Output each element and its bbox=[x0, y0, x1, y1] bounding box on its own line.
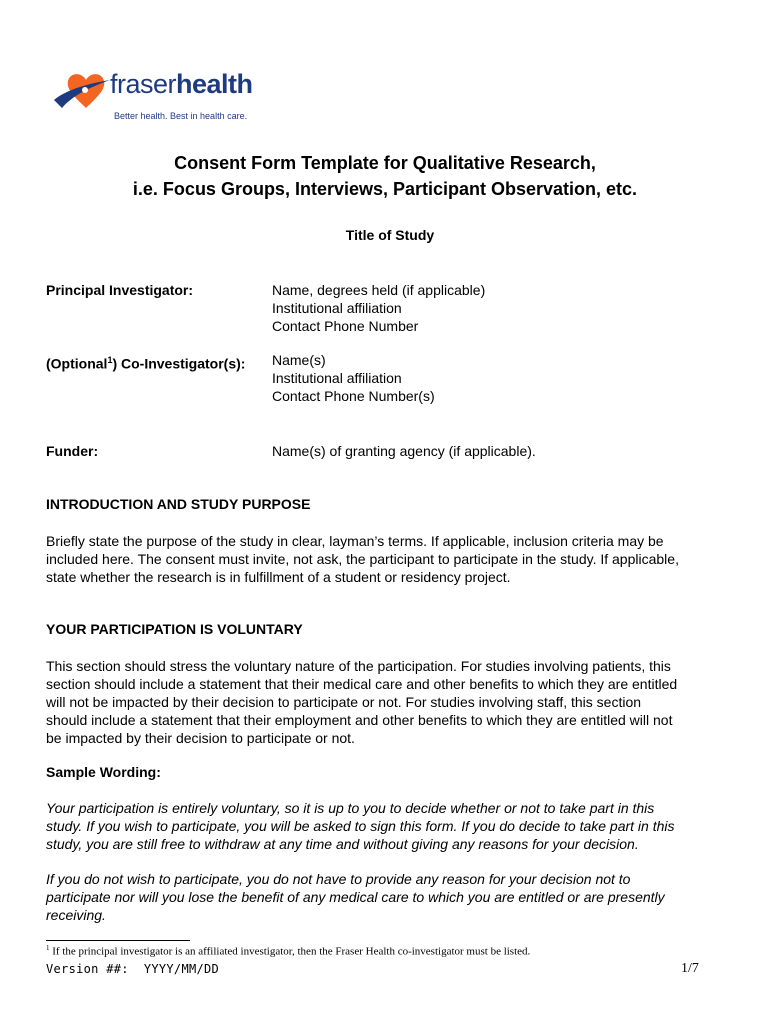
coi-names: Name(s) bbox=[272, 352, 326, 368]
voluntary-line: be impacted by their decision to participate or not. bbox=[46, 730, 355, 746]
pi-affiliation: Institutional affiliation bbox=[272, 300, 402, 316]
voluntary-line: will not be impacted by their decision to participate or not. For studies involving staff, this section bbox=[46, 694, 642, 710]
coi-affiliation: Institutional affiliation bbox=[272, 370, 402, 386]
voluntary-line: This section should stress the voluntary nature of the participation. For studies involving patients, this bbox=[46, 658, 671, 674]
pi-name: Name, degrees held (if applicable) bbox=[272, 282, 486, 298]
voluntary-heading: YOUR PARTICIPATION IS VOLUNTARY bbox=[46, 621, 303, 637]
intro-line: state whether the research is in fulfillment of a student or residency project. bbox=[46, 569, 511, 585]
intro-paragraph bbox=[46, 532, 736, 586]
sample-line: receiving. bbox=[46, 907, 106, 923]
sample-line: Your participation is entirely voluntary, so it is up to you to decide whether or not to take part in this bbox=[46, 800, 655, 816]
sample-line: participate nor will you lose the benefit of any medical care to which you are entitled or are presently bbox=[46, 889, 665, 905]
pi-label: Principal Investigator: bbox=[46, 282, 194, 298]
document-title-line1: Consent Form Template for Qualitative Research, bbox=[174, 153, 596, 173]
footnote-divider bbox=[46, 940, 190, 941]
sample-line: study. If you wish to participate, you will be asked to sign this form. If you do decide to take part in this bbox=[46, 818, 675, 834]
heart-swoosh-icon bbox=[52, 70, 112, 114]
funder-label: Funder: bbox=[46, 443, 99, 459]
sample-line: If you do not wish to participate, you do not have to provide any reason for your decision not to bbox=[46, 871, 631, 887]
coi-details bbox=[272, 351, 435, 405]
funder-value: Name(s) of granting agency (if applicable). bbox=[272, 443, 536, 459]
document-title-line2: i.e. Focus Groups, Interviews, Participant Observation, etc. bbox=[132, 179, 638, 199]
coi-phone: Contact Phone Number(s) bbox=[272, 388, 435, 404]
sample-line: study, you are still free to withdraw at any time and without giving any reasons for your decision. bbox=[46, 836, 639, 852]
pi-phone: Contact Phone Number bbox=[272, 318, 419, 334]
logo-tagline: Better health. Best in health care. bbox=[114, 111, 248, 121]
intro-line: included here. The consent must invite, not ask, the participant to participate in the study. If applicable, bbox=[46, 551, 679, 567]
fraser-health-logo bbox=[52, 70, 252, 130]
pi-details bbox=[272, 281, 485, 335]
sample-wording-heading: Sample Wording: bbox=[46, 764, 161, 780]
voluntary-line: section should include a statement that their medical care and other benefits to which they are entitled bbox=[46, 676, 678, 692]
page-number: 1/7 bbox=[681, 961, 699, 976]
sample-paragraph-2 bbox=[46, 870, 736, 924]
voluntary-line: should include a statement that their employment and other benefits to which they are entitled will not bbox=[46, 712, 673, 728]
footnote: $^1$ If the principal investigator is an affiliated investigator, then the Fraser Health co-investigator must be listed. bbox=[46, 944, 531, 958]
version-label: Version ##: YYYY/MM/DD bbox=[46, 962, 220, 976]
sample-paragraph-1 bbox=[46, 799, 736, 853]
coi-label: (Optional$^1$) Co-Investigator(s): bbox=[46, 355, 246, 372]
intro-line: Briefly state the purpose of the study in clear, layman’s terms. If applicable, inclusion criteria may be bbox=[46, 533, 664, 549]
intro-heading: INTRODUCTION AND STUDY PURPOSE bbox=[46, 496, 311, 512]
voluntary-paragraph bbox=[46, 657, 736, 747]
study-title: Title of Study bbox=[345, 227, 435, 243]
logo-wordmark: fraserhealth bbox=[110, 69, 253, 99]
